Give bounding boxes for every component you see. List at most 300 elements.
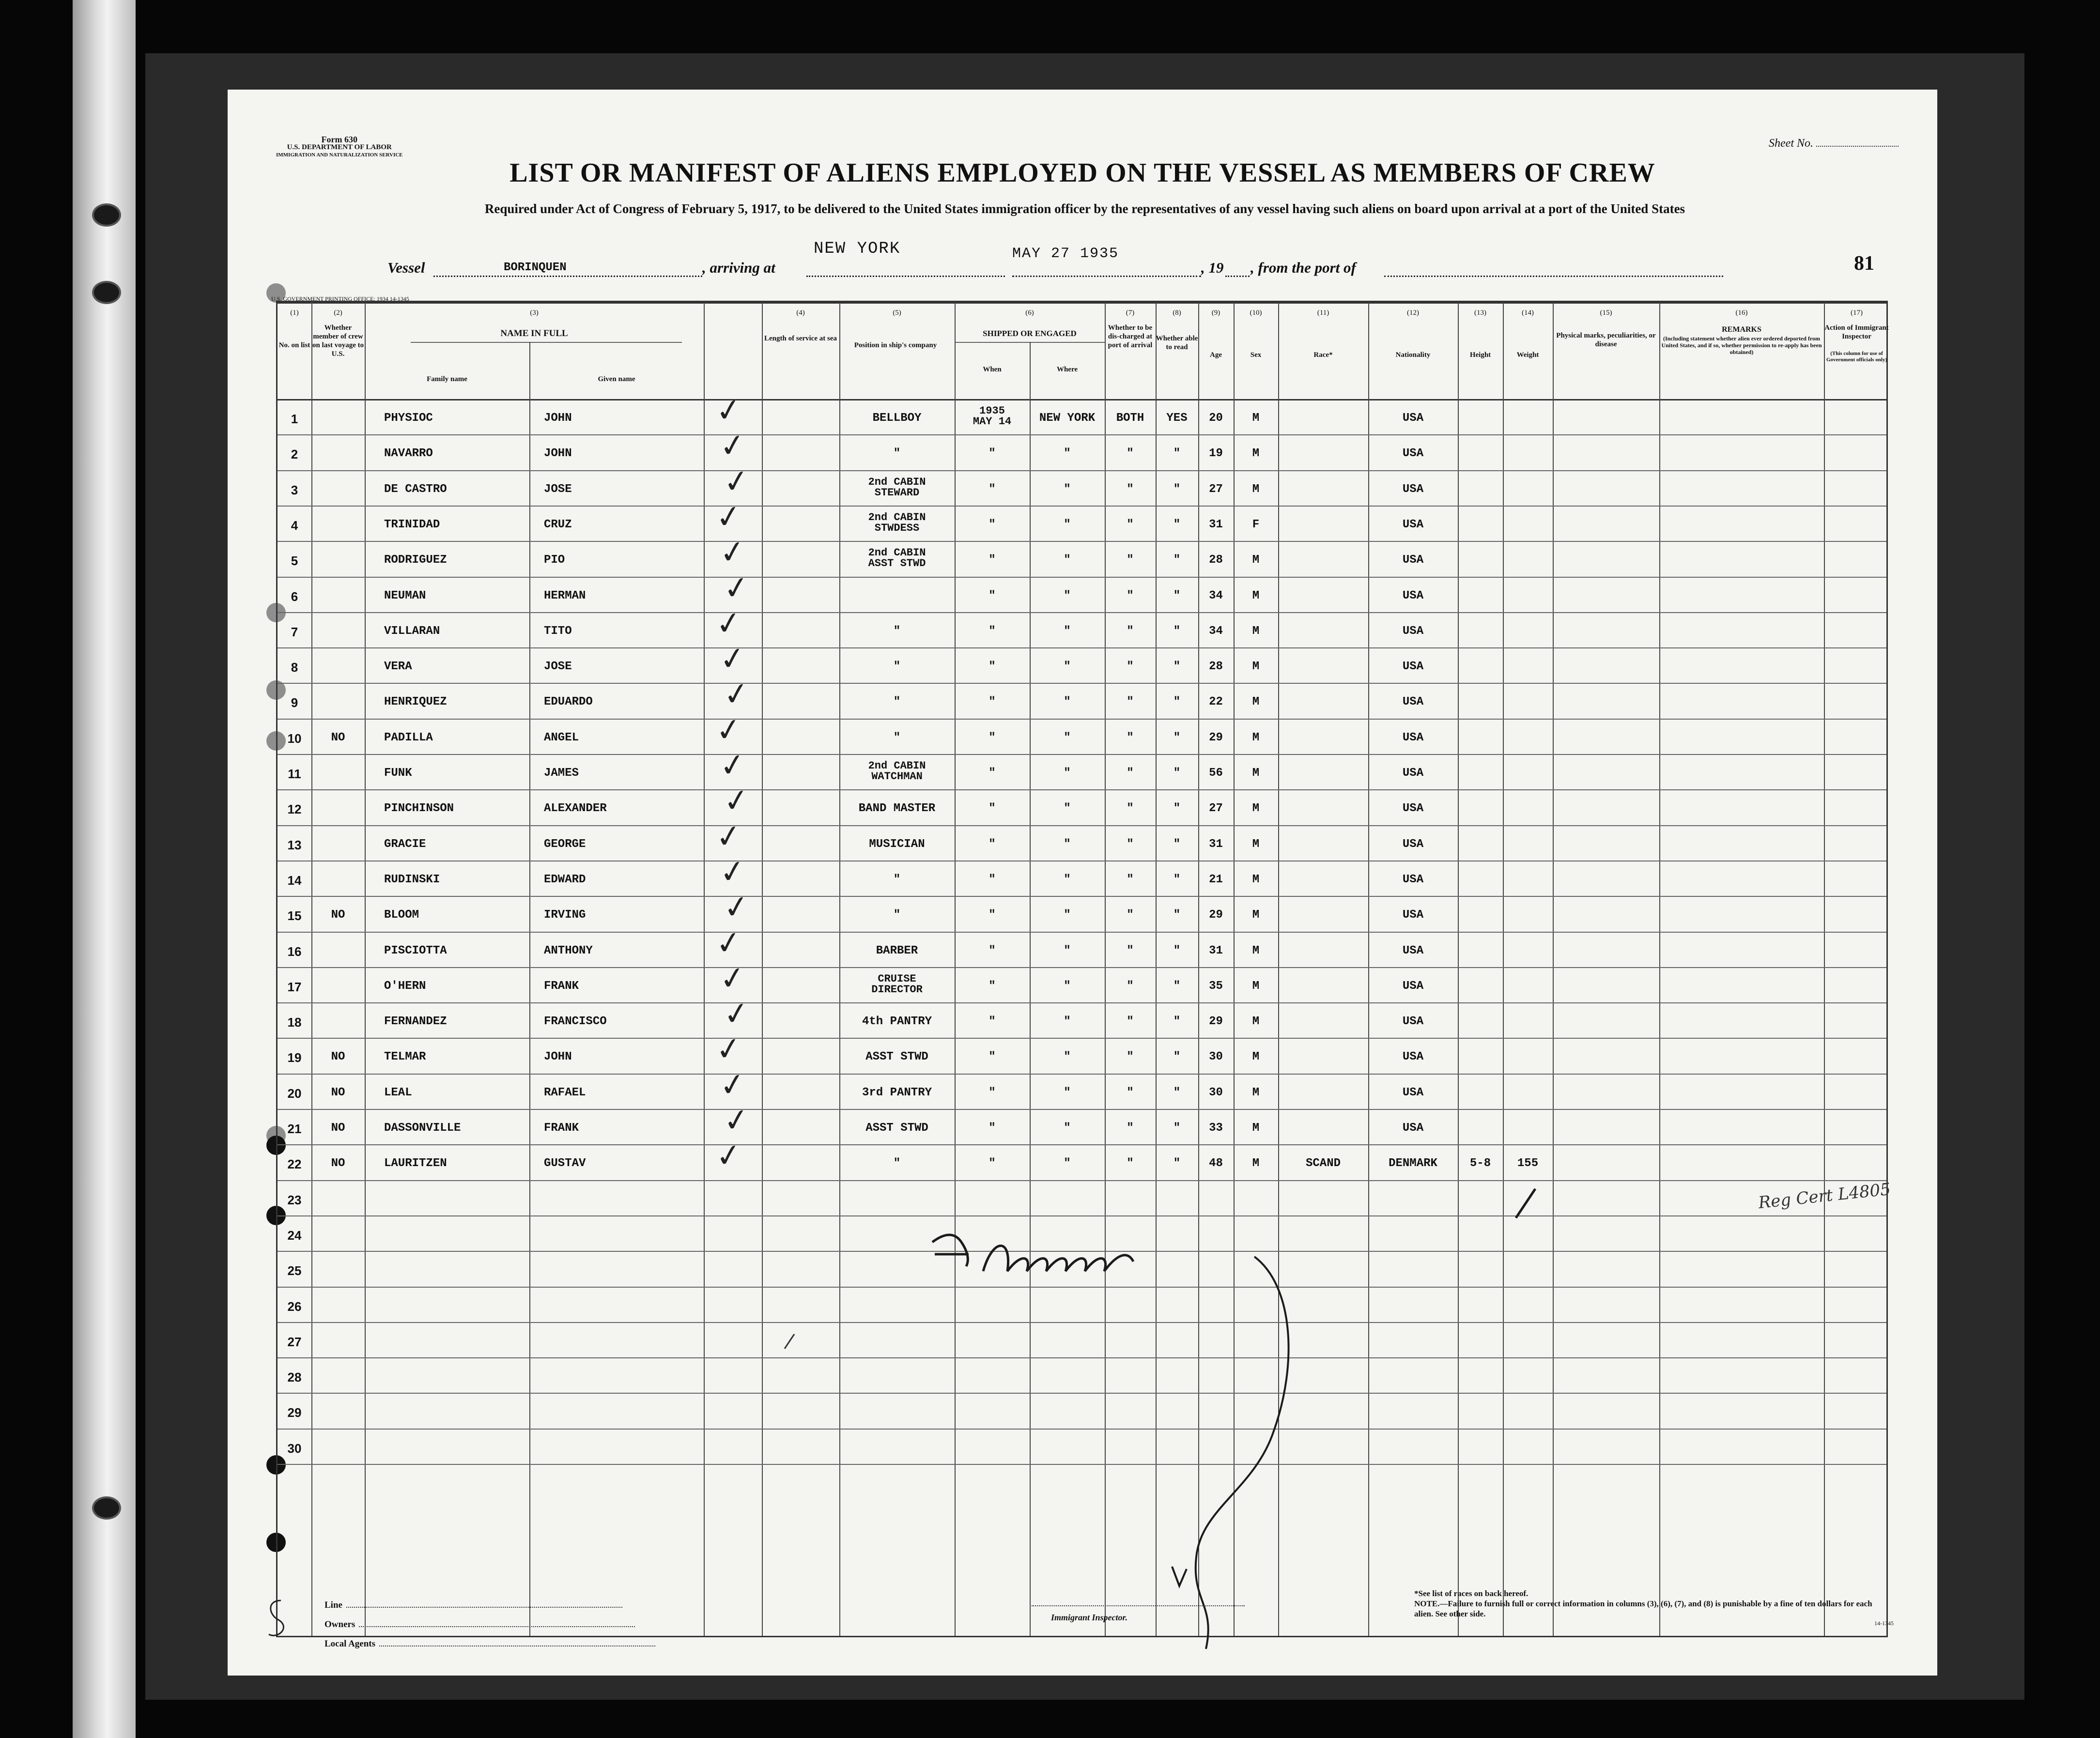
vessel-label: Vessel bbox=[387, 259, 425, 276]
header-no-on-list: No. on list bbox=[278, 341, 310, 349]
check-mark: ✓ bbox=[717, 852, 748, 892]
discharged-cell: " bbox=[1127, 731, 1134, 744]
service-name: IMMIGRATION AND NATURALIZATION SERVICE bbox=[276, 152, 403, 158]
sex-cell: M bbox=[1252, 944, 1260, 957]
footer-fields bbox=[324, 1596, 655, 1654]
nationality-cell: USA bbox=[1402, 660, 1424, 674]
row-number: 2 bbox=[291, 447, 298, 462]
able-to-read-cell: " bbox=[1173, 518, 1181, 531]
given-name-cell: JOHN bbox=[544, 1050, 572, 1064]
able-to-read-cell: " bbox=[1173, 695, 1181, 709]
stray-mark bbox=[785, 1334, 794, 1349]
check-mark: ✓ bbox=[717, 959, 748, 999]
header-inspector-action-note: (This column for use of Government officials only) bbox=[1826, 351, 1887, 363]
shipped-when-cell: " bbox=[988, 589, 996, 602]
position-cell: " bbox=[893, 624, 901, 638]
able-to-read-cell: " bbox=[1173, 731, 1181, 744]
form-number: Form 630 bbox=[321, 135, 357, 144]
nationality-cell: DENMARK bbox=[1389, 1157, 1437, 1170]
family-name-cell: NEUMAN bbox=[384, 589, 426, 602]
check-mark: ✓ bbox=[713, 817, 744, 856]
sex-cell: M bbox=[1252, 412, 1260, 425]
header-nationality: Nationality bbox=[1395, 351, 1431, 359]
age-cell: 29 bbox=[1209, 1015, 1223, 1029]
nationality-cell: USA bbox=[1402, 482, 1424, 496]
row-number: 22 bbox=[287, 1157, 302, 1172]
discharged-cell: " bbox=[1127, 767, 1134, 780]
given-name-cell: GUSTAV bbox=[544, 1157, 586, 1170]
discharged-cell: " bbox=[1127, 482, 1134, 496]
column-number: (13) bbox=[1474, 309, 1486, 317]
row-number: 28 bbox=[287, 1370, 302, 1385]
able-to-read-cell: " bbox=[1173, 554, 1181, 567]
able-to-read-cell: " bbox=[1173, 837, 1181, 851]
member-last-voyage-cell: NO bbox=[331, 1086, 345, 1099]
remark-registration-certificate: Reg Cert L4805 bbox=[1757, 1179, 1892, 1213]
check-mark: ✓ bbox=[717, 1065, 748, 1105]
header-position: Position in ship's company bbox=[854, 341, 937, 349]
family-name-cell: FUNK bbox=[384, 767, 412, 780]
footnotes bbox=[1414, 1588, 1889, 1619]
able-to-read-cell: YES bbox=[1166, 412, 1188, 425]
row-number: 7 bbox=[291, 624, 298, 639]
check-mark: ✓ bbox=[713, 604, 744, 644]
nationality-cell: USA bbox=[1402, 1086, 1424, 1099]
row-number: 14 bbox=[287, 873, 302, 888]
discharged-cell: BOTH bbox=[1116, 412, 1144, 425]
family-name-cell: BLOOM bbox=[384, 908, 419, 922]
given-name-cell: EDUARDO bbox=[544, 695, 593, 709]
shipped-where-cell: " bbox=[1064, 1086, 1071, 1099]
column-number: (2) bbox=[334, 309, 342, 317]
shipped-when-cell: " bbox=[988, 908, 996, 922]
column-number: (15) bbox=[1600, 309, 1612, 317]
able-to-read-cell: " bbox=[1173, 482, 1181, 496]
given-name-cell: JOHN bbox=[544, 412, 572, 425]
position-cell: MUSICIAN bbox=[869, 837, 925, 851]
shipped-when-cell: " bbox=[988, 1122, 996, 1135]
header-family-name: Family name bbox=[427, 375, 467, 383]
header-name-in-full: NAME IN FULL bbox=[500, 328, 568, 338]
sex-cell: M bbox=[1252, 802, 1260, 815]
discharged-cell: " bbox=[1127, 908, 1134, 922]
nationality-cell: USA bbox=[1402, 731, 1424, 744]
position-cell: " bbox=[893, 695, 901, 709]
nationality-cell: USA bbox=[1402, 873, 1424, 886]
given-name-cell: JOHN bbox=[544, 447, 572, 461]
discharged-cell: " bbox=[1127, 554, 1134, 567]
row-number: 30 bbox=[287, 1441, 302, 1456]
shipped-when-cell: " bbox=[988, 837, 996, 851]
shipped-when-cell: " bbox=[988, 731, 996, 744]
family-name-cell: TELMAR bbox=[384, 1050, 426, 1064]
column-number: (9) bbox=[1211, 309, 1220, 317]
discharged-cell: " bbox=[1127, 1086, 1134, 1099]
family-name-cell: VILLARAN bbox=[384, 624, 440, 638]
from-port-label: , from the port of bbox=[1251, 259, 1356, 276]
age-cell: 22 bbox=[1209, 695, 1223, 709]
check-mark: ✓ bbox=[721, 675, 752, 714]
given-name-cell: FRANCISCO bbox=[544, 1015, 607, 1029]
row-number: 8 bbox=[291, 660, 298, 675]
discharged-cell: " bbox=[1127, 1050, 1134, 1064]
row-number: 20 bbox=[287, 1086, 302, 1101]
nationality-cell: USA bbox=[1402, 1050, 1424, 1064]
family-name-cell: O'HERN bbox=[384, 979, 426, 993]
check-mark: ✓ bbox=[717, 426, 748, 466]
position-cell: 3rd PANTRY bbox=[862, 1086, 932, 1099]
inspector-signature-line bbox=[1032, 1605, 1245, 1606]
position-cell: BARBER bbox=[876, 944, 918, 957]
header-remarks-note: (Including statement whether alien ever ordered deported from United States, and if so, whether permission to re-apply has been obtained) bbox=[1661, 335, 1822, 355]
able-to-read-cell: " bbox=[1173, 767, 1181, 780]
sex-cell: M bbox=[1252, 873, 1260, 886]
signature-flourish bbox=[1196, 1257, 1289, 1649]
shipped-when-cell: 1935 MAY 14 bbox=[973, 405, 1012, 428]
position-cell: BAND MASTER bbox=[858, 802, 936, 815]
footnote-penalty: NOTE.—Failure to furnish full or correct information in columns (3), (6), (7), and (8) is punishable by a fine of ten dollars for each alien. See other side. bbox=[1414, 1599, 1872, 1618]
header-weight: Weight bbox=[1516, 351, 1539, 359]
given-name-cell: JOSE bbox=[544, 660, 572, 674]
age-cell: 34 bbox=[1209, 589, 1223, 602]
sex-cell: M bbox=[1252, 731, 1260, 744]
nationality-cell: USA bbox=[1402, 1015, 1424, 1029]
header-sex: Sex bbox=[1250, 351, 1262, 359]
able-to-read-cell: " bbox=[1173, 802, 1181, 815]
row-number: 21 bbox=[287, 1122, 302, 1136]
discharged-cell: " bbox=[1127, 518, 1134, 531]
age-cell: 20 bbox=[1209, 412, 1223, 425]
column-number: (10) bbox=[1250, 309, 1262, 317]
discharged-cell: " bbox=[1127, 1157, 1134, 1170]
age-cell: 31 bbox=[1209, 944, 1223, 957]
given-name-cell: CRUZ bbox=[544, 518, 572, 531]
owners-label: Owners bbox=[324, 1619, 355, 1630]
column-number: (11) bbox=[1317, 309, 1329, 317]
discharged-cell: " bbox=[1127, 873, 1134, 886]
position-cell: 2nd CABIN STWDESS bbox=[868, 511, 926, 534]
shipped-where-cell: " bbox=[1064, 802, 1071, 815]
shipped-where-cell: " bbox=[1064, 908, 1071, 922]
family-name-cell: LEAL bbox=[384, 1086, 412, 1099]
footnote-races: *See list of races on back hereof. bbox=[1414, 1589, 1529, 1598]
able-to-read-cell: " bbox=[1173, 908, 1181, 922]
header-remarks: REMARKS bbox=[1722, 325, 1761, 334]
shipped-where-cell: " bbox=[1064, 944, 1071, 957]
column-number: (4) bbox=[796, 309, 805, 317]
given-name-cell: PIO bbox=[544, 554, 565, 567]
family-name-cell: RUDINSKI bbox=[384, 873, 440, 886]
sex-cell: M bbox=[1252, 447, 1260, 461]
shipped-where-cell: " bbox=[1064, 589, 1071, 602]
column-number: (8) bbox=[1173, 309, 1181, 317]
row-number: 18 bbox=[287, 1015, 302, 1030]
check-mark: ✓ bbox=[713, 710, 744, 750]
row-number: 27 bbox=[287, 1334, 302, 1349]
age-cell: 34 bbox=[1209, 624, 1223, 638]
header-shipped-or-engaged: SHIPPED OR ENGAGED bbox=[983, 329, 1077, 338]
age-cell: 48 bbox=[1209, 1157, 1223, 1170]
discharged-cell: " bbox=[1127, 944, 1134, 957]
family-name-cell: PISCIOTTA bbox=[384, 944, 447, 957]
given-name-cell: RAFAEL bbox=[544, 1086, 586, 1099]
member-last-voyage-cell: NO bbox=[331, 1050, 345, 1064]
row-number: 17 bbox=[287, 979, 302, 994]
given-name-cell: JAMES bbox=[544, 767, 579, 780]
row-number: 25 bbox=[287, 1263, 302, 1278]
family-name-cell: HENRIQUEZ bbox=[384, 695, 447, 709]
check-mark: ✓ bbox=[721, 1101, 752, 1140]
shipped-where-cell: " bbox=[1064, 624, 1071, 638]
row-number: 29 bbox=[287, 1405, 302, 1420]
sex-cell: M bbox=[1252, 695, 1260, 709]
column-number: (5) bbox=[893, 309, 901, 317]
given-name-cell: IRVING bbox=[544, 908, 586, 922]
able-to-read-cell: " bbox=[1173, 660, 1181, 674]
row-number: 5 bbox=[291, 554, 298, 569]
position-cell: " bbox=[893, 873, 901, 886]
check-mark: ✓ bbox=[713, 923, 744, 963]
discharged-cell: " bbox=[1127, 695, 1134, 709]
row-number: 10 bbox=[287, 731, 302, 746]
sex-cell: F bbox=[1252, 518, 1260, 531]
discharged-cell: " bbox=[1127, 1122, 1134, 1135]
position-cell: ASST STWD bbox=[865, 1050, 928, 1064]
shipped-where-cell: " bbox=[1064, 873, 1071, 886]
sex-cell: M bbox=[1252, 1015, 1260, 1029]
family-name-cell: RODRIGUEZ bbox=[384, 554, 447, 567]
header-when: When bbox=[983, 366, 1002, 373]
family-name-cell: GRACIE bbox=[384, 837, 426, 851]
position-cell: BELLBOY bbox=[872, 412, 922, 425]
shipped-when-cell: " bbox=[988, 1157, 996, 1170]
shipped-where-cell: " bbox=[1064, 482, 1071, 496]
member-last-voyage-cell: NO bbox=[331, 1157, 345, 1170]
discharged-cell: " bbox=[1127, 589, 1134, 602]
binder-hole bbox=[92, 281, 121, 304]
shipped-where-cell: " bbox=[1064, 1050, 1071, 1064]
sex-cell: M bbox=[1252, 589, 1260, 602]
shipped-when-cell: " bbox=[988, 1050, 996, 1064]
member-last-voyage-cell: NO bbox=[331, 731, 345, 744]
age-cell: 30 bbox=[1209, 1050, 1223, 1064]
sex-cell: M bbox=[1252, 979, 1260, 993]
position-cell: 2nd CABIN STEWARD bbox=[868, 476, 926, 499]
column-number: (3) bbox=[530, 309, 539, 317]
shipped-when-cell: " bbox=[988, 660, 996, 674]
manifest-sheet bbox=[228, 90, 1937, 1676]
age-cell: 30 bbox=[1209, 1086, 1223, 1099]
column-number: (17) bbox=[1851, 309, 1863, 317]
position-cell: " bbox=[893, 660, 901, 674]
row-number: 13 bbox=[287, 837, 302, 852]
shipped-when-cell: " bbox=[988, 767, 996, 780]
shipped-where-cell: " bbox=[1064, 837, 1071, 851]
shipped-when-cell: " bbox=[988, 695, 996, 709]
age-cell: 21 bbox=[1209, 873, 1223, 886]
family-name-cell: NAVARRO bbox=[384, 447, 433, 461]
row-number: 19 bbox=[287, 1050, 302, 1065]
able-to-read-cell: " bbox=[1173, 1015, 1181, 1029]
shipped-where-cell: " bbox=[1064, 767, 1071, 780]
form-code: 14-1345 bbox=[1874, 1620, 1894, 1627]
shipped-when-cell: " bbox=[988, 979, 996, 993]
age-cell: 29 bbox=[1209, 908, 1223, 922]
check-mark: ✓ bbox=[721, 781, 752, 821]
given-name-cell: JOSE bbox=[544, 482, 572, 496]
header-physical-marks: Physical marks, peculiarities, or disease bbox=[1556, 332, 1656, 348]
position-cell: 2nd CABIN ASST STWD bbox=[868, 547, 926, 570]
header-where: Where bbox=[1056, 366, 1078, 373]
inspector-label: Immigrant Inspector. bbox=[1051, 1613, 1128, 1622]
shipped-where-cell: NEW YORK bbox=[1039, 412, 1096, 425]
date-stamp: MAY 27 1935 bbox=[1012, 246, 1119, 262]
header-to-be-discharged: Whether to be dis-charged at port of arrival bbox=[1108, 324, 1153, 349]
weight-cell: 155 bbox=[1517, 1157, 1539, 1170]
header-race: Race* bbox=[1313, 351, 1333, 359]
header-height: Height bbox=[1469, 351, 1491, 359]
shipped-when-cell: " bbox=[988, 554, 996, 567]
given-name-cell: EDWARD bbox=[544, 873, 586, 886]
sex-cell: M bbox=[1252, 660, 1260, 674]
able-to-read-cell: " bbox=[1173, 447, 1181, 461]
check-mark: ✓ bbox=[717, 533, 748, 572]
nationality-cell: USA bbox=[1402, 624, 1424, 638]
sex-cell: M bbox=[1252, 767, 1260, 780]
column-number: (16) bbox=[1735, 309, 1748, 317]
shipped-when-cell: " bbox=[988, 518, 996, 531]
age-cell: 56 bbox=[1209, 767, 1223, 780]
shipped-where-cell: " bbox=[1064, 447, 1071, 461]
shipped-when-cell: " bbox=[988, 482, 996, 496]
given-name-cell: FRANK bbox=[544, 1122, 579, 1135]
row-number: 24 bbox=[287, 1228, 302, 1243]
height-cell: 5-8 bbox=[1469, 1157, 1491, 1170]
discharged-cell: " bbox=[1127, 660, 1134, 674]
given-name-cell: ALEXANDER bbox=[544, 802, 607, 815]
discharged-cell: " bbox=[1127, 447, 1134, 461]
shipped-when-cell: " bbox=[988, 802, 996, 815]
able-to-read-cell: " bbox=[1173, 979, 1181, 993]
shipped-when-cell: " bbox=[988, 624, 996, 638]
check-mark: ✓ bbox=[713, 497, 744, 537]
sex-cell: M bbox=[1252, 1157, 1260, 1170]
shipped-where-cell: " bbox=[1064, 518, 1071, 531]
given-name-cell: HERMAN bbox=[544, 589, 586, 602]
given-name-cell: TITO bbox=[544, 624, 572, 638]
header-given-name: Given name bbox=[598, 375, 635, 383]
check-mark: ✓ bbox=[717, 639, 748, 679]
able-to-read-cell: " bbox=[1173, 1086, 1181, 1099]
nationality-cell: USA bbox=[1402, 447, 1424, 461]
column-number: (7) bbox=[1126, 309, 1135, 317]
able-to-read-cell: " bbox=[1173, 944, 1181, 957]
shipped-where-cell: " bbox=[1064, 554, 1071, 567]
nationality-cell: USA bbox=[1402, 802, 1424, 815]
department-name: U.S. DEPARTMENT OF LABOR bbox=[287, 143, 392, 151]
age-cell: 29 bbox=[1209, 731, 1223, 744]
position-cell: 2nd CABIN WATCHMAN bbox=[868, 760, 926, 783]
position-cell: " bbox=[893, 731, 901, 744]
family-name-cell: PADILLA bbox=[384, 731, 433, 744]
print-note: U.S. GOVERNMENT PRINTING OFFICE: 1934 14-1345 bbox=[271, 295, 409, 302]
check-mark: ✓ bbox=[721, 888, 752, 927]
header-inspector-action: Action of Immigrant Inspector bbox=[1824, 324, 1889, 340]
shipped-where-cell: " bbox=[1064, 695, 1071, 709]
header-age: Age bbox=[1210, 351, 1222, 359]
sheet-number-label: Sheet No. bbox=[1769, 137, 1813, 150]
able-to-read-cell: " bbox=[1173, 1122, 1181, 1135]
age-cell: 28 bbox=[1209, 660, 1223, 674]
form-subtitle: Required under Act of Congress of February 5, 1917, to be delivered to the United States immigration officer by the representatives of any vessel having such aliens on board upon arrival at a port of the United States bbox=[484, 201, 1685, 216]
shipped-when-cell: " bbox=[988, 944, 996, 957]
check-mark: ✓ bbox=[717, 746, 748, 785]
shipped-when-cell: " bbox=[988, 873, 996, 886]
able-to-read-cell: " bbox=[1173, 624, 1181, 638]
column-number: (12) bbox=[1407, 309, 1419, 317]
able-to-read-cell: " bbox=[1173, 1157, 1181, 1170]
position-cell: CRUISE DIRECTOR bbox=[871, 972, 923, 996]
arriving-label: , arriving at bbox=[702, 259, 775, 276]
sex-cell: M bbox=[1252, 1050, 1260, 1064]
check-mark: ✓ bbox=[713, 1030, 744, 1069]
handwriting-layer bbox=[228, 90, 1937, 1676]
nationality-cell: USA bbox=[1402, 1122, 1424, 1135]
family-name-cell: DASSONVILLE bbox=[384, 1122, 461, 1135]
sex-cell: M bbox=[1252, 837, 1260, 851]
binder-strip bbox=[73, 0, 136, 1738]
row-number: 12 bbox=[287, 802, 302, 817]
age-cell: 33 bbox=[1209, 1122, 1223, 1135]
race-cell: SCAND bbox=[1305, 1157, 1341, 1170]
check-mark: ✓ bbox=[721, 569, 752, 608]
nationality-cell: USA bbox=[1402, 908, 1424, 922]
position-cell: " bbox=[893, 1157, 901, 1170]
able-to-read-cell: " bbox=[1173, 589, 1181, 602]
binder-hole bbox=[92, 1496, 121, 1520]
sex-cell: M bbox=[1252, 554, 1260, 567]
age-cell: 27 bbox=[1209, 802, 1223, 815]
column-number: (6) bbox=[1025, 309, 1034, 317]
age-cell: 27 bbox=[1209, 482, 1223, 496]
nationality-cell: USA bbox=[1402, 979, 1424, 993]
shipped-where-cell: " bbox=[1064, 979, 1071, 993]
family-name-cell: PHYSIOC bbox=[384, 412, 433, 425]
able-to-read-cell: " bbox=[1173, 873, 1181, 886]
shipped-where-cell: " bbox=[1064, 731, 1071, 744]
member-last-voyage-cell: NO bbox=[331, 908, 345, 922]
given-name-cell: GEORGE bbox=[544, 837, 586, 851]
shipped-where-cell: " bbox=[1064, 1015, 1071, 1029]
vessel-name: BORINQUEN bbox=[504, 261, 567, 274]
row-number: 26 bbox=[287, 1299, 302, 1314]
port-stamp: NEW YORK bbox=[814, 240, 901, 258]
nationality-cell: USA bbox=[1402, 767, 1424, 780]
discharged-cell: " bbox=[1127, 1015, 1134, 1029]
row-number: 1 bbox=[291, 412, 298, 426]
nationality-cell: USA bbox=[1402, 695, 1424, 709]
nationality-cell: USA bbox=[1402, 589, 1424, 602]
position-cell: " bbox=[893, 447, 901, 461]
row-number: 23 bbox=[287, 1192, 302, 1207]
row-number: 3 bbox=[291, 482, 298, 497]
row-number: 4 bbox=[291, 518, 298, 533]
row-number: 15 bbox=[287, 908, 302, 923]
binder-hole bbox=[92, 203, 121, 227]
form-title: LIST OR MANIFEST OF ALIENS EMPLOYED ON THE VESSEL AS MEMBERS OF CREW bbox=[510, 158, 1655, 188]
family-name-cell: FERNANDEZ bbox=[384, 1015, 447, 1029]
given-name-cell: ANGEL bbox=[544, 731, 579, 744]
